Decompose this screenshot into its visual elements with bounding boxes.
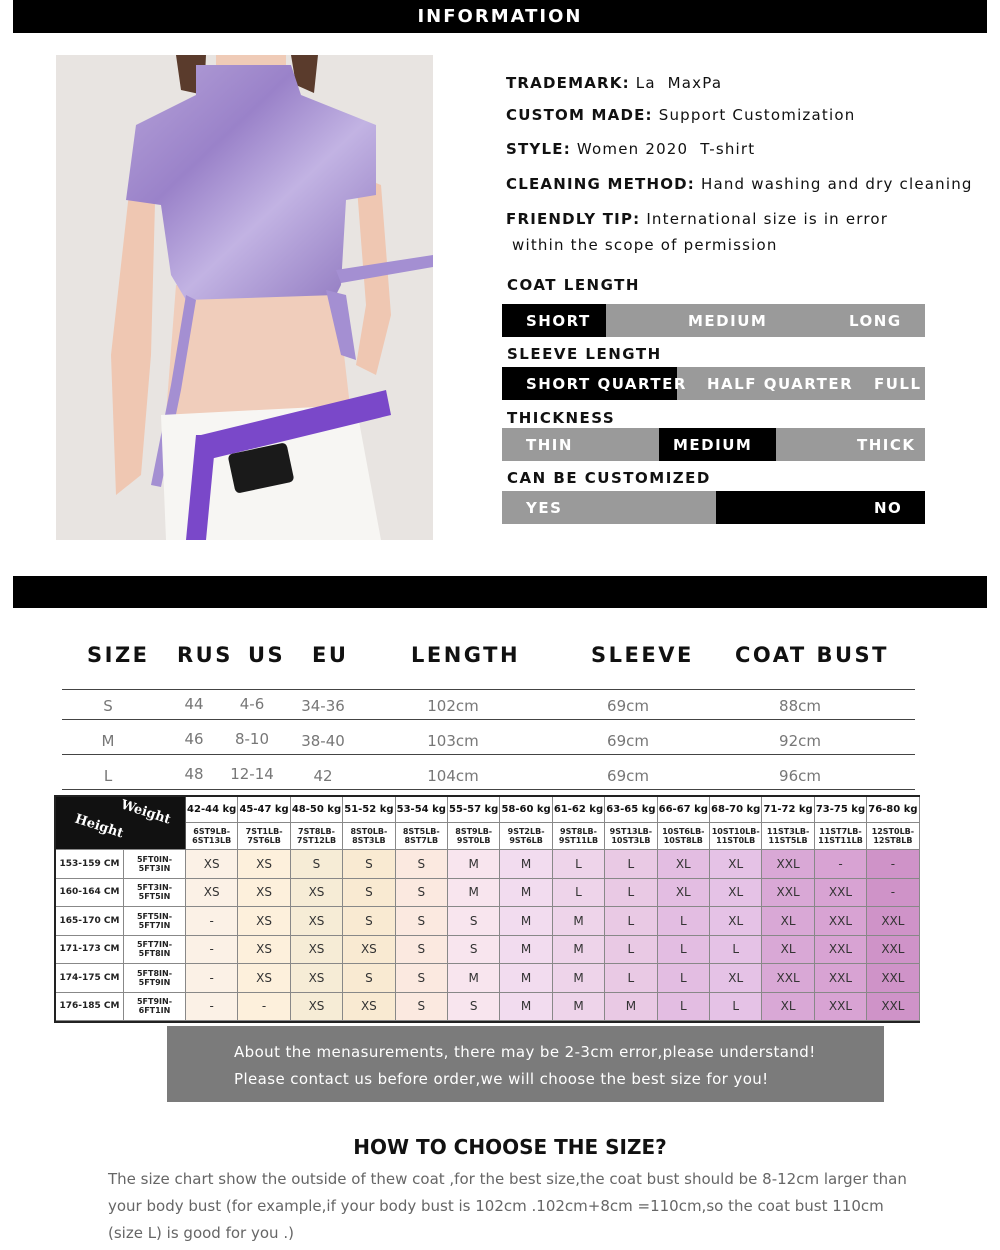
trademark-key: TRADEMARK: xyxy=(506,74,630,92)
corner-height-label: Height xyxy=(72,811,126,842)
size-cell: XL xyxy=(762,936,814,965)
size-cell: M xyxy=(605,993,657,1022)
size-cell: L xyxy=(658,936,710,965)
size-cell: XS xyxy=(238,850,290,879)
weight-kg-header: 73-75 kg xyxy=(815,797,867,823)
size-cell: L xyxy=(553,879,605,908)
friendly-tip-key: FRIENDLY TIP: xyxy=(506,210,641,228)
header-eu: EU xyxy=(312,643,349,667)
size-cell: M xyxy=(553,993,605,1022)
table-cell: 69cm xyxy=(607,767,649,785)
size-cell: XXL xyxy=(762,964,814,993)
size-cell: XS xyxy=(291,993,343,1022)
height-ft-label: 5FT5IN- 5FT7IN xyxy=(124,907,186,936)
size-cell: S xyxy=(343,964,395,993)
size-cell: XS xyxy=(238,879,290,908)
weight-kg-header: 42-44 kg xyxy=(186,797,238,823)
size-cell: XL xyxy=(658,850,710,879)
size-cell: XS xyxy=(238,907,290,936)
size-cell: - xyxy=(186,964,238,993)
size-cell: S xyxy=(291,850,343,879)
size-cell: S xyxy=(396,993,448,1022)
weight-kg-header: 45-47 kg xyxy=(238,797,290,823)
howto-title: HOW TO CHOOSE THE SIZE? xyxy=(353,1135,667,1159)
table-cell: 46 xyxy=(184,730,204,748)
size-cell: L xyxy=(710,993,762,1022)
size-cell: XL xyxy=(762,907,814,936)
size-cell: XS xyxy=(186,879,238,908)
weight-lb-header: 8ST0LB- 8ST3LB xyxy=(343,823,395,850)
size-cell: S xyxy=(343,907,395,936)
weight-height-chart xyxy=(54,795,920,1023)
weight-lb-header: 11ST3LB- 11ST5LB xyxy=(762,823,814,850)
customized-scale xyxy=(502,491,925,524)
size-cell: - xyxy=(186,936,238,965)
size-cell: M xyxy=(500,964,552,993)
header-size: SIZE xyxy=(87,643,150,667)
table-rule xyxy=(62,754,915,755)
size-cell: XXL xyxy=(762,850,814,879)
table-cell: 96cm xyxy=(779,767,821,785)
table-rule xyxy=(62,789,915,790)
sleeve-length-label: SLEEVE LENGTH xyxy=(507,345,662,363)
friendly-tip-row xyxy=(506,210,888,228)
weight-lb-header: 12ST0LB- 12ST8LB xyxy=(867,823,919,850)
table-cell: 69cm xyxy=(607,732,649,750)
coat-length-medium: MEDIUM xyxy=(688,312,768,330)
section-divider-bar xyxy=(13,576,987,608)
customized-yes: YES xyxy=(526,499,563,517)
table-cell: 92cm xyxy=(779,732,821,750)
size-cell: L xyxy=(605,879,657,908)
coat-length-long: LONG xyxy=(849,312,902,330)
size-cell: XS xyxy=(238,936,290,965)
weight-kg-header: 63-65 kg xyxy=(605,797,657,823)
weight-lb-header: 9ST2LB- 9ST6LB xyxy=(500,823,552,850)
information-header-bar xyxy=(13,0,987,33)
size-cell: XL xyxy=(710,907,762,936)
weight-height-corner xyxy=(56,797,186,850)
height-cm-label: 171-173 CM xyxy=(56,936,124,965)
friendly-tip-value-line2: within the scope of permission xyxy=(512,236,778,254)
size-cell: XL xyxy=(710,964,762,993)
header-sleeve: SLEEVE xyxy=(591,643,694,667)
height-cm-label: 165-170 CM xyxy=(56,907,124,936)
weight-kg-header: 53-54 kg xyxy=(396,797,448,823)
table-cell: 4-6 xyxy=(239,695,265,713)
weight-lb-header: 8ST5LB- 8ST7LB xyxy=(396,823,448,850)
size-cell: XXL xyxy=(815,907,867,936)
howto-text: The size chart show the outside of thew coat ,for the best size,the coat bust should be 8-12cm larger than your body bust (for example,if your body bust is 102cm .102cm+8cm =110cm,so the coat bust 110cm (size L) is good for you .) xyxy=(108,1170,907,1242)
table-cell: 69cm xyxy=(607,697,649,715)
size-cell: XXL xyxy=(867,907,919,936)
size-cell: M xyxy=(448,964,500,993)
size-cell: XS xyxy=(291,879,343,908)
header-length: LENGTH xyxy=(411,643,521,667)
weight-lb-header: 11ST7LB- 11ST11LB xyxy=(815,823,867,850)
coat-length-short: SHORT xyxy=(526,312,591,330)
size-cell: XS xyxy=(238,964,290,993)
size-cell: XL xyxy=(762,993,814,1022)
table-cell: L xyxy=(103,767,113,785)
size-cell: - xyxy=(186,993,238,1022)
height-ft-label: 5FT7IN- 5FT8IN xyxy=(124,936,186,965)
weight-kg-header: 71-72 kg xyxy=(762,797,814,823)
coat-length-label: COAT LENGTH xyxy=(507,276,640,294)
table-cell: 34-36 xyxy=(301,697,345,715)
size-cell: S xyxy=(343,879,395,908)
style-key: STYLE: xyxy=(506,140,571,158)
size-cell: L xyxy=(710,936,762,965)
header-rus: RUS xyxy=(177,643,233,667)
customized-label: CAN BE CUSTOMIZED xyxy=(507,469,711,487)
note-line-2: Please contact us before order,we will choose the best size for you! xyxy=(234,1070,769,1088)
size-cell: S xyxy=(448,993,500,1022)
height-cm-label: 160-164 CM xyxy=(56,879,124,908)
table-cell: S xyxy=(103,697,113,715)
size-cell: XXL xyxy=(762,879,814,908)
height-cm-label: 174-175 CM xyxy=(56,964,124,993)
weight-kg-header: 55-57 kg xyxy=(448,797,500,823)
coat-length-scale xyxy=(502,304,925,337)
custom-made-key: CUSTOM MADE: xyxy=(506,106,653,124)
table-cell: 102cm xyxy=(427,697,479,715)
size-cell: XXL xyxy=(867,936,919,965)
size-cell: S xyxy=(343,850,395,879)
size-cell: XS xyxy=(291,907,343,936)
sleeve-length-scale xyxy=(502,367,925,400)
size-cell: S xyxy=(396,907,448,936)
table-cell: 88cm xyxy=(779,697,821,715)
size-cell: XXL xyxy=(815,879,867,908)
table-cell: 48 xyxy=(184,765,204,783)
size-cell: L xyxy=(658,907,710,936)
thickness-thin: THIN xyxy=(526,436,573,454)
table-rule xyxy=(62,689,915,690)
customized-no: NO xyxy=(874,499,903,517)
size-cell: L xyxy=(605,964,657,993)
size-cell: XL xyxy=(710,850,762,879)
size-cell: XS xyxy=(343,936,395,965)
sleeve-length-full: FULL xyxy=(874,375,922,393)
weight-lb-header: 6ST9LB- 6ST13LB xyxy=(186,823,238,850)
table-cell: 103cm xyxy=(427,732,479,750)
size-cell: M xyxy=(553,907,605,936)
size-cell: M xyxy=(500,850,552,879)
size-cell: - xyxy=(238,993,290,1022)
weight-kg-header: 58-60 kg xyxy=(500,797,552,823)
weight-kg-header: 61-62 kg xyxy=(553,797,605,823)
size-cell: M xyxy=(500,993,552,1022)
weight-lb-header: 7ST1LB- 7ST6LB xyxy=(238,823,290,850)
size-cell: - xyxy=(815,850,867,879)
size-cell: XS xyxy=(291,936,343,965)
corner-weight-label: Weight xyxy=(118,797,173,828)
table-rule xyxy=(62,719,915,720)
size-cell: XL xyxy=(658,879,710,908)
header-coat-bust: COAT BUST xyxy=(735,643,889,667)
weight-kg-header: 76-80 kg xyxy=(867,797,919,823)
size-cell: S xyxy=(396,850,448,879)
friendly-tip-value: International size is in error xyxy=(646,210,889,228)
size-cell: L xyxy=(658,964,710,993)
size-cell: M xyxy=(500,879,552,908)
size-cell: M xyxy=(553,936,605,965)
model-illustration xyxy=(56,55,433,540)
custom-made-value: Support Customization xyxy=(658,106,856,124)
style-row xyxy=(506,140,755,158)
size-cell: M xyxy=(500,907,552,936)
size-cell: S xyxy=(396,936,448,965)
size-cell: - xyxy=(867,879,919,908)
size-cell: L xyxy=(605,936,657,965)
height-ft-label: 5FT9IN- 6FT1IN xyxy=(124,993,186,1022)
table-cell: 12-14 xyxy=(230,765,274,783)
height-cm-label: 153-159 CM xyxy=(56,850,124,879)
table-cell: 44 xyxy=(184,695,204,713)
size-cell: S xyxy=(396,879,448,908)
thickness-label: THICKNESS xyxy=(507,409,616,427)
weight-kg-header: 48-50 kg xyxy=(291,797,343,823)
weight-lb-header: 8ST9LB- 9ST0LB xyxy=(448,823,500,850)
size-cell: XXL xyxy=(815,964,867,993)
size-cell: L xyxy=(553,850,605,879)
sleeve-length-half-quarter: HALF QUARTER xyxy=(707,375,854,393)
size-cell: M xyxy=(500,936,552,965)
weight-lb-header: 10ST10LB- 11ST0LB xyxy=(710,823,762,850)
trademark-value: La MaxPa xyxy=(635,74,723,92)
size-cell: XS xyxy=(343,993,395,1022)
weight-kg-header: 51-52 kg xyxy=(343,797,395,823)
size-cell: S xyxy=(448,907,500,936)
size-cell: M xyxy=(553,964,605,993)
cleaning-method-row xyxy=(506,175,973,193)
weight-lb-header: 9ST8LB- 9ST11LB xyxy=(553,823,605,850)
thickness-scale xyxy=(502,428,925,461)
measurement-note xyxy=(167,1026,884,1102)
height-ft-label: 5FT3IN- 5FT5IN xyxy=(124,879,186,908)
custom-made-row xyxy=(506,106,855,124)
style-value: Women 2020 T-shirt xyxy=(576,140,756,158)
weight-kg-header: 68-70 kg xyxy=(710,797,762,823)
header-us: US xyxy=(248,643,286,667)
thickness-medium: MEDIUM xyxy=(673,436,753,454)
size-cell: XXL xyxy=(867,993,919,1022)
size-cell: XXL xyxy=(815,936,867,965)
table-cell: 104cm xyxy=(427,767,479,785)
weight-lb-header: 7ST8LB- 7ST12LB xyxy=(291,823,343,850)
size-cell: L xyxy=(658,993,710,1022)
information-title: INFORMATION xyxy=(417,6,583,27)
size-cell: L xyxy=(605,907,657,936)
size-cell: - xyxy=(867,850,919,879)
table-cell: M xyxy=(101,732,115,750)
note-line-1: About the menasurements, there may be 2-3cm error,please understand! xyxy=(234,1043,816,1061)
size-cell: XL xyxy=(710,879,762,908)
table-cell: 42 xyxy=(313,767,333,785)
size-cell: XS xyxy=(186,850,238,879)
table-cell: 38-40 xyxy=(301,732,345,750)
weight-lb-header: 10ST6LB- 10ST8LB xyxy=(658,823,710,850)
size-cell: M xyxy=(448,850,500,879)
size-cell: M xyxy=(448,879,500,908)
size-cell: XXL xyxy=(867,964,919,993)
size-cell: - xyxy=(186,907,238,936)
sleeve-length-short-quarter: SHORT QUARTER xyxy=(526,375,687,393)
thickness-thick: THICK xyxy=(857,436,916,454)
cleaning-method-key: CLEANING METHOD: xyxy=(506,175,696,193)
height-ft-label: 5FT0IN- 5FT3IN xyxy=(124,850,186,879)
size-cell: XS xyxy=(291,964,343,993)
height-cm-label: 176-185 CM xyxy=(56,993,124,1022)
cleaning-method-value: Hand washing and dry cleaning xyxy=(700,175,973,193)
size-cell: S xyxy=(448,936,500,965)
height-ft-label: 5FT8IN- 5FT9IN xyxy=(124,964,186,993)
size-cell: L xyxy=(605,850,657,879)
product-photo xyxy=(56,55,433,540)
weight-lb-header: 9ST13LB- 10ST3LB xyxy=(605,823,657,850)
size-cell: XXL xyxy=(815,993,867,1022)
table-cell: 8-10 xyxy=(234,730,270,748)
size-cell: S xyxy=(396,964,448,993)
trademark-row xyxy=(506,74,722,92)
weight-kg-header: 66-67 kg xyxy=(658,797,710,823)
